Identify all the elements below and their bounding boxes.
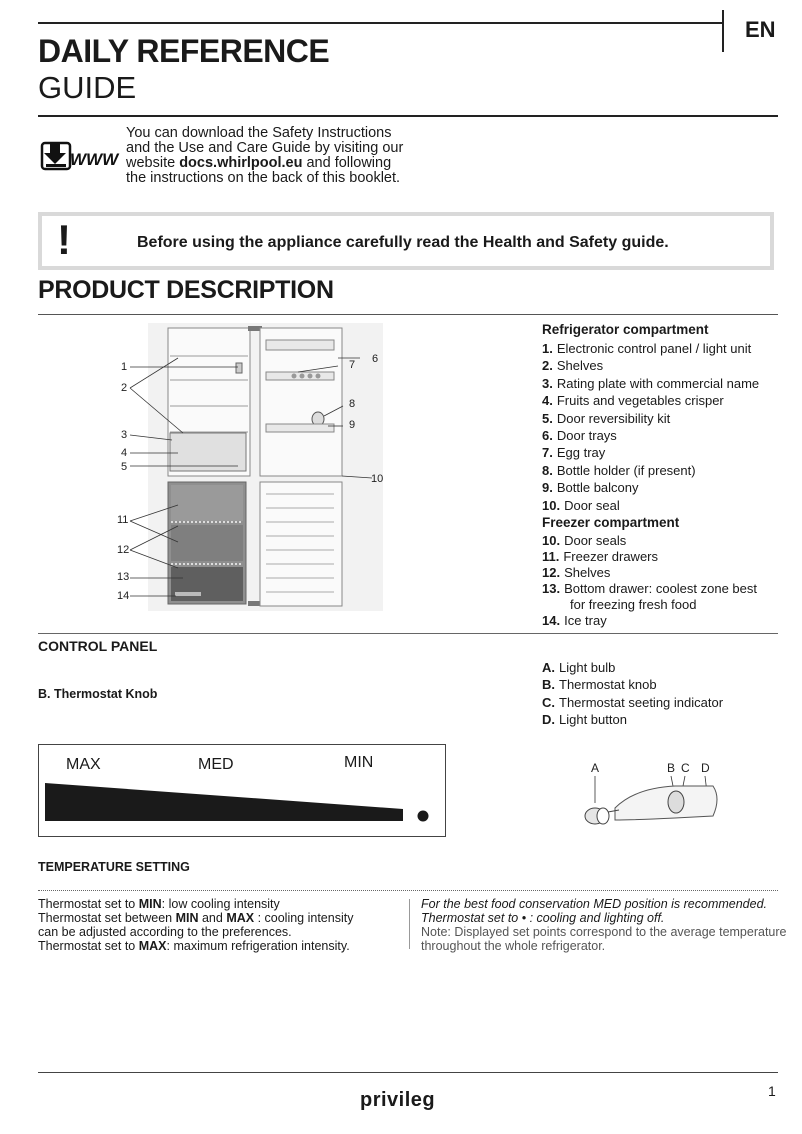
list-item — [542, 462, 782, 479]
callout-2: 2 — [121, 382, 128, 394]
item-number: 5. — [542, 410, 553, 426]
product-rule — [38, 314, 778, 315]
list-item — [542, 357, 782, 374]
list-item — [542, 549, 782, 565]
list-item — [542, 375, 782, 392]
thermostat-knob-icon — [668, 791, 684, 813]
item-label: Door reversibility kit — [556, 410, 671, 426]
list-item — [542, 444, 782, 461]
item-label: Bottle holder (if present) — [556, 462, 696, 478]
item-label: Fruits and vegetables crisper — [556, 393, 724, 409]
title-line-2: GUIDE — [38, 70, 137, 105]
item-number: A. — [542, 660, 555, 675]
part-c: C — [681, 761, 690, 775]
list-item — [542, 392, 782, 409]
download-line-2: and the Use and Care Guide by visiting our — [126, 140, 404, 156]
product-description-title: PRODUCT DESCRIPTION — [38, 276, 334, 304]
list-item — [542, 659, 782, 676]
item-label: Thermostat knob — [559, 677, 657, 693]
part-d: D — [701, 761, 710, 775]
download-text — [126, 126, 446, 186]
parts-list — [542, 322, 782, 629]
item-label: Thermostat seeting indicator — [559, 694, 724, 710]
item-number: 11. — [542, 549, 560, 565]
list-item — [542, 427, 782, 444]
callout-5: 5 — [121, 461, 128, 473]
language-code: EN — [745, 17, 776, 42]
header-bottom-rule — [38, 115, 778, 117]
thermostat-scale — [38, 744, 446, 837]
www-label: WWW — [70, 150, 119, 169]
item-number: D. — [542, 712, 555, 728]
item-number: 3. — [542, 375, 553, 391]
list-item — [542, 676, 782, 693]
scale-max: MAX — [66, 756, 101, 773]
brand-logo: privileg — [360, 1089, 436, 1111]
part-b: B — [667, 761, 676, 775]
callout-7: 7 — [349, 359, 356, 371]
item-number: 9. — [542, 480, 553, 496]
callout-9: 9 — [349, 419, 356, 431]
scale-wedge — [45, 783, 403, 821]
download-line-1: You can download the Safety Instructions — [126, 125, 392, 141]
list-item — [542, 479, 782, 496]
item-label: for freezing fresh food — [570, 597, 697, 613]
callout-3: 3 — [121, 429, 128, 441]
title-line-1: DAILY REFERENCE — [38, 33, 330, 69]
list-item — [542, 565, 782, 581]
item-label: Light bulb — [559, 660, 616, 675]
item-number: 10. — [542, 497, 561, 513]
download-line-3: website docs.whirlpool.eu and following — [126, 155, 392, 171]
control-list — [542, 659, 782, 729]
fridge-heading: Refrigerator compartment — [542, 322, 709, 337]
list-item — [542, 340, 782, 357]
item-label: Electronic control panel / light unit — [556, 341, 752, 356]
off-dot — [418, 811, 429, 822]
temperature-left-text: Thermostat set to MIN: low cooling intensity Thermostat set between MIN and MAX : cooling intensity can be adjusted according to the preferences. Thermostat set to MAX: maximum refrigeration intensity. — [38, 897, 354, 953]
lang-divider — [722, 10, 724, 52]
temperature-column-divider — [409, 899, 410, 949]
item-label: Rating plate with commercial name — [556, 375, 760, 391]
item-label: Light button — [559, 712, 627, 728]
list-item — [542, 694, 782, 711]
item-number: 7. — [542, 445, 553, 461]
item-label: Door trays — [556, 428, 617, 444]
warning-text: Before using the appliance carefully read the Health and Safety guide. — [137, 234, 669, 251]
item-number: 12. — [542, 565, 561, 581]
list-item — [542, 497, 782, 514]
callout-1: 1 — [121, 361, 128, 373]
fridge-diagram — [38, 318, 538, 623]
item-label: Door seal — [564, 497, 620, 513]
callout-12: 12 — [117, 544, 130, 556]
item-number: 1. — [542, 341, 553, 356]
warning-exclamation-icon: ! — [57, 216, 71, 263]
callout-13: 13 — [117, 571, 130, 583]
website-link[interactable]: docs.whirlpool.eu — [179, 155, 303, 171]
callout-10: 10 — [371, 473, 384, 485]
item-number: 6. — [542, 428, 553, 444]
thermostat-knob-label: B. Thermostat Knob — [38, 687, 158, 701]
item-number: 10. — [542, 533, 561, 549]
item-label: Freezer drawers — [563, 549, 658, 565]
list-item — [542, 533, 782, 549]
scale-med: MED — [198, 756, 234, 773]
item-number: 14. — [542, 613, 561, 629]
temperature-setting-title: TEMPERATURE SETTING — [38, 860, 190, 874]
download-icon — [40, 140, 120, 179]
control-rule — [38, 633, 778, 634]
item-label: Bottle balcony — [556, 480, 639, 496]
item-number: 8. — [542, 462, 553, 478]
item-label: Shelves — [564, 565, 611, 581]
temperature-right-text: For the best food conservation MED position is recommended. Thermostat set to • : cooling and lighting off. Note: Displayed set points correspond to the average temperature throughout the whole refrigerator. — [421, 897, 787, 953]
top-rule — [38, 22, 722, 24]
callout-14: 14 — [117, 590, 130, 602]
freezer-heading: Freezer compartment — [542, 515, 680, 531]
list-item — [542, 711, 782, 728]
item-number: 13. — [542, 581, 561, 597]
part-a: A — [591, 761, 600, 775]
item-number: C. — [542, 694, 555, 710]
item-label: Shelves — [556, 358, 604, 374]
footer-rule — [38, 1072, 778, 1073]
control-panel-diagram — [575, 758, 735, 843]
temperature-divider — [38, 890, 778, 891]
item-label: Door seals — [564, 533, 627, 549]
item-label: Ice tray — [564, 613, 607, 629]
scale-min: MIN — [344, 754, 374, 771]
page-number: 1 — [768, 1083, 776, 1099]
download-line-4: the instructions on the back of this booklet. — [126, 170, 401, 186]
item-number: 4. — [542, 393, 553, 409]
item-label: Egg tray — [556, 445, 606, 461]
item-label: Bottom drawer: coolest zone best — [564, 581, 758, 597]
freezer-list — [542, 533, 782, 629]
control-panel-title: CONTROL PANEL — [38, 638, 158, 654]
list-item — [542, 597, 782, 613]
fridge-list — [542, 340, 782, 514]
callout-4: 4 — [121, 447, 128, 459]
callout-11: 11 — [117, 514, 129, 526]
callout-8: 8 — [349, 398, 356, 410]
callout-6: 6 — [372, 353, 379, 365]
list-item — [542, 581, 782, 597]
item-number: 2. — [542, 358, 553, 374]
list-item — [542, 613, 782, 629]
list-item — [542, 410, 782, 427]
item-number: B. — [542, 677, 555, 693]
